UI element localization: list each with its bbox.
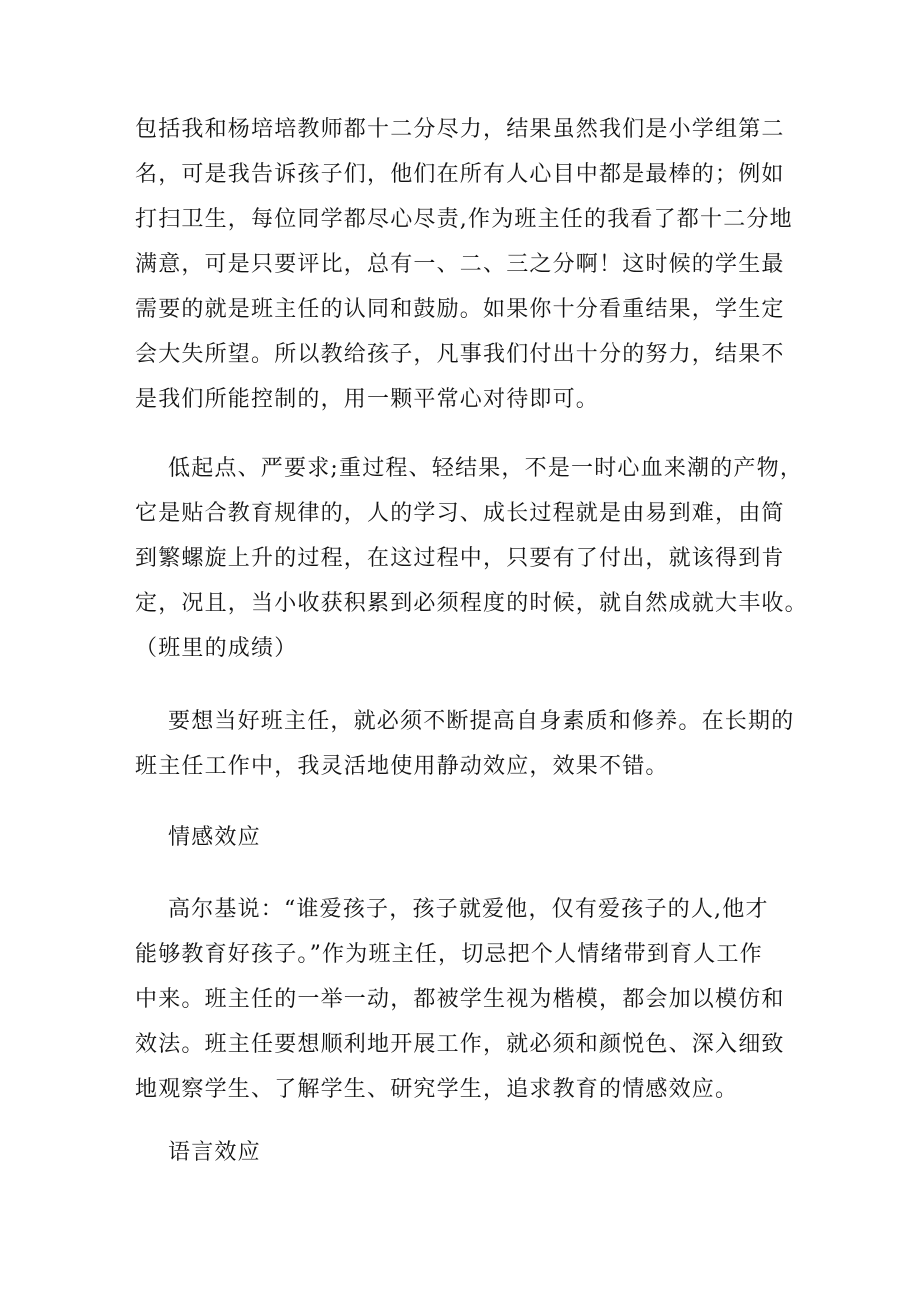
paragraph-line: 包括我和杨培培教师都十二分尽力，结果虽然我们是小学组第二 xyxy=(135,117,785,142)
paragraph-line: 满意，可是只要评比，总有一、二、三之分啊！这时候的学生最 xyxy=(135,252,785,277)
paragraph-line: 班主任工作中，我灵活地使用静动效应，效果不错。 xyxy=(135,754,669,779)
section-heading-language-effect: 语言效应 xyxy=(168,1140,261,1165)
paragraph-line: （班里的成绩） xyxy=(135,636,298,661)
paragraph-line: 需要的就是班主任的认同和鼓励。如果你十分看重结果，学生定 xyxy=(135,297,785,322)
paragraph-line: 名，可是我告诉孩子们，他们在所有人心目中都是最棒的；例如 xyxy=(135,162,785,187)
paragraph-line: 中来。班主任的一举一动，都被学生视为楷模，都会加以模仿和 xyxy=(135,987,785,1012)
paragraph-line: 打扫卫生，每位同学都尽心尽责,作为班主任的我看了都十二分地 xyxy=(135,207,793,232)
paragraph-line: 地观察学生、了解学生、研究学生，追求教育的情感效应。 xyxy=(135,1077,739,1102)
paragraph-line: 能够教育好孩子。”作为班主任，切忌把个人情绪带到育人工作 xyxy=(135,942,763,967)
paragraph-line: 到繁螺旋上升的过程，在这过程中，只要有了付出，就该得到肯 xyxy=(135,546,785,571)
paragraph-line: 它是贴合教育规律的，人的学习、成长过程就是由易到难，由简 xyxy=(135,501,785,526)
paragraph-line: 是我们所能控制的，用一颗平常心对待即可。 xyxy=(135,387,600,412)
paragraph-line: 效法。班主任要想顺利地开展工作，就必须和颜悦色、深入细致 xyxy=(135,1032,785,1057)
paragraph-line: 定，况且，当小收获积累到必须程度的时候，就自然成就大丰收。 xyxy=(135,591,808,616)
paragraph-line: 会大失所望。所以教给孩子，凡事我们付出十分的努力，结果不 xyxy=(135,342,785,367)
section-heading-emotion-effect: 情感效应 xyxy=(168,825,261,850)
paragraph-line: 低起点、严要求;重过程、轻结果，不是一时心血来潮的产物， xyxy=(168,456,804,481)
paragraph-line: 高尔基说：“谁爱孩子，孩子就爱他，仅有爱孩子的人,他才 xyxy=(168,897,769,922)
paragraph-line: 要想当好班主任，就必须不断提高自身素质和修养。在长期的 xyxy=(168,709,795,734)
